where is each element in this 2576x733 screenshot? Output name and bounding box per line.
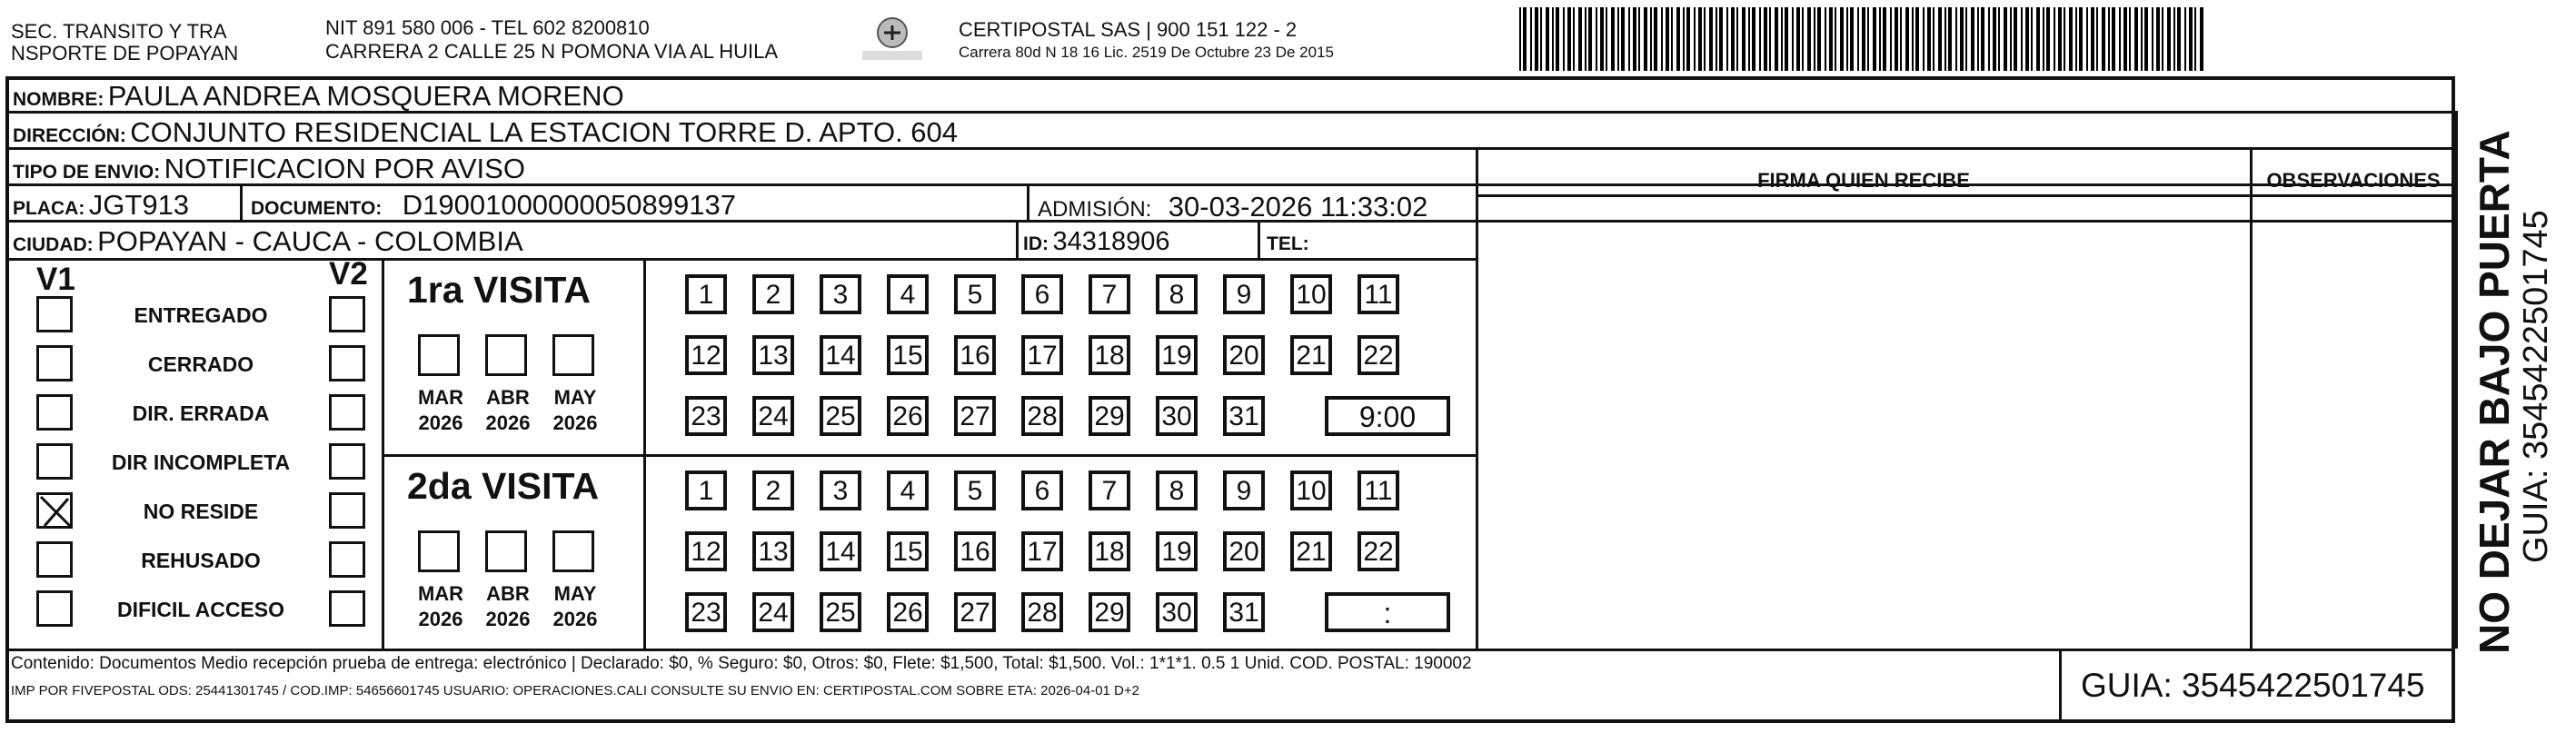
v1-checkbox[interactable] bbox=[36, 541, 73, 578]
day-box[interactable]: 3 bbox=[820, 471, 861, 510]
documento-label: DOCUMENTO: bbox=[251, 198, 383, 219]
time-box[interactable]: : bbox=[1325, 592, 1450, 632]
day-box[interactable]: 14 bbox=[820, 335, 861, 375]
day-box[interactable]: 12 bbox=[685, 531, 727, 571]
status-label: REHUSADO bbox=[141, 549, 261, 572]
time-box[interactable]: 9:00 bbox=[1325, 396, 1450, 436]
v1-checkbox[interactable] bbox=[36, 345, 73, 381]
day-box[interactable]: 18 bbox=[1089, 335, 1130, 375]
id-row bbox=[1023, 229, 1169, 255]
id-value: 34318906 bbox=[1052, 227, 1170, 256]
month-year: 2026 bbox=[485, 411, 531, 434]
day-box[interactable]: 2 bbox=[752, 471, 794, 510]
day-box[interactable]: 1 bbox=[685, 471, 727, 510]
ciudad-label: CIUDAD: bbox=[13, 234, 94, 255]
status-label: DIFICIL ACCESO bbox=[116, 598, 284, 621]
sender-name-line2: NSPORTE DE POPAYAN bbox=[11, 42, 239, 64]
documento-value: D19001000000050899137 bbox=[402, 189, 736, 221]
divider bbox=[2455, 111, 2458, 147]
month-checkbox[interactable] bbox=[552, 530, 594, 572]
day-box[interactable]: 23 bbox=[685, 592, 727, 632]
visit-title: 2da VISITA bbox=[407, 465, 600, 507]
day-box[interactable]: 11 bbox=[1358, 471, 1399, 510]
nombre-label: NOMBRE: bbox=[13, 89, 104, 110]
certipostal-logo-icon bbox=[859, 13, 926, 65]
divider bbox=[1477, 194, 2455, 197]
day-box[interactable]: 23 bbox=[685, 396, 727, 436]
status-label: ENTREGADO bbox=[134, 303, 268, 327]
day-box[interactable]: 31 bbox=[1223, 592, 1265, 632]
tipo-envio-row bbox=[13, 154, 525, 183]
visit-title: 1ra VISITA bbox=[407, 269, 592, 311]
divider bbox=[1258, 220, 1260, 258]
day-box[interactable]: 11 bbox=[1358, 274, 1399, 314]
observations-area[interactable] bbox=[2253, 223, 2453, 647]
ciudad-value: POPAYAN - CAUCA - COLOMBIA bbox=[97, 225, 523, 257]
day-box[interactable]: 21 bbox=[1290, 531, 1332, 571]
v1-checkbox[interactable] bbox=[36, 296, 73, 332]
placa-value: JGT913 bbox=[88, 189, 190, 221]
day-box[interactable]: 24 bbox=[752, 396, 794, 436]
direccion-value: CONJUNTO RESIDENCIAL LA ESTACION TORRE D. APTO. 604 bbox=[130, 116, 959, 148]
tel-label: TEL: bbox=[1267, 233, 1309, 254]
day-box[interactable]: 18 bbox=[1089, 531, 1130, 571]
v2-checkbox[interactable] bbox=[329, 296, 365, 332]
observaciones-label: OBSERVACIONES bbox=[2266, 169, 2441, 192]
nombre-value: PAULA ANDREA MOSQUERA MORENO bbox=[107, 80, 624, 112]
status-label: DIR INCOMPLETA bbox=[111, 451, 291, 474]
direccion-row bbox=[13, 118, 958, 146]
day-box[interactable]: 13 bbox=[752, 335, 794, 375]
v2-checkbox[interactable] bbox=[329, 443, 365, 480]
day-box[interactable]: 6 bbox=[1021, 471, 1063, 510]
day-box[interactable]: 25 bbox=[820, 396, 861, 436]
admision-value: 30-03-2026 11:33:02 bbox=[1168, 191, 1428, 223]
v2-label: V2 bbox=[329, 256, 368, 292]
day-box[interactable]: 14 bbox=[820, 531, 861, 571]
tipo-envio-label: TIPO DE ENVIO: bbox=[13, 162, 161, 183]
divider bbox=[5, 649, 2455, 651]
divider bbox=[1477, 220, 2455, 223]
documento-row bbox=[251, 191, 736, 219]
tel-row bbox=[1267, 234, 1309, 253]
footer-content: Contenido: Documentos Medio recepción prueba de entrega: electrónico | Declarado: $0, % Seguro: $0, Otros: $0, Flete: $1,500, Total: $1,500. Vol.: 1*1*1. 0.5 1 Unid. COD. POSTAL: 190002 bbox=[11, 654, 1472, 673]
day-box[interactable]: 1 bbox=[685, 274, 727, 314]
day-box[interactable]: 28 bbox=[1021, 396, 1063, 436]
day-box[interactable]: 29 bbox=[1089, 592, 1130, 632]
day-box[interactable]: 10 bbox=[1290, 471, 1332, 510]
month-year: 2026 bbox=[552, 411, 598, 434]
month-label: MAY bbox=[553, 582, 597, 605]
ciudad-row bbox=[13, 227, 523, 255]
day-box[interactable]: 30 bbox=[1156, 396, 1198, 436]
divider bbox=[2455, 147, 2458, 649]
day-box[interactable]: 30 bbox=[1156, 592, 1198, 632]
day-box[interactable]: 22 bbox=[1358, 335, 1399, 375]
day-box[interactable]: 10 bbox=[1290, 274, 1332, 314]
month-label: MAR bbox=[417, 386, 464, 409]
sender-nit: NIT 891 580 006 - TEL 602 8200810 bbox=[325, 16, 650, 39]
status-label: CERRADO bbox=[147, 352, 254, 376]
month-label: MAR bbox=[417, 582, 464, 605]
month-year: 2026 bbox=[418, 411, 463, 434]
month-checkbox[interactable] bbox=[552, 334, 594, 376]
month-year: 2026 bbox=[552, 608, 598, 630]
nombre-row bbox=[13, 82, 624, 110]
day-box[interactable]: 31 bbox=[1223, 396, 1265, 436]
day-box[interactable]: 16 bbox=[954, 531, 996, 571]
divider bbox=[2059, 649, 2062, 723]
v1-checkbox[interactable] bbox=[36, 590, 73, 627]
divider bbox=[382, 454, 1476, 457]
day-box[interactable]: 7 bbox=[1089, 471, 1130, 510]
day-box[interactable]: 9 bbox=[1223, 471, 1265, 510]
month-label: MAY bbox=[553, 386, 597, 409]
signature-area[interactable] bbox=[1479, 223, 2248, 647]
side-guia-text: GUIA: 3545422501745 bbox=[2517, 210, 2555, 563]
sender-name-line1: SEC. TRANSITO Y TRA bbox=[11, 20, 227, 43]
day-box[interactable]: 19 bbox=[1156, 335, 1198, 375]
day-box[interactable]: 13 bbox=[752, 531, 794, 571]
month-checkbox[interactable] bbox=[485, 334, 527, 376]
divider bbox=[1027, 183, 1029, 220]
footer-imp: IMP POR FIVEPOSTAL ODS: 25441301745 / COD.IMP: 54656601745 USUARIO: OPERACIONES.CALI CONSULTE SU ENVIO EN: CERTIPOSTAL.COM SOBRE ETA: 2026-04-01 D+2 bbox=[11, 683, 1139, 698]
divider bbox=[2250, 147, 2253, 649]
sender-address: CARRERA 2 CALLE 25 N POMONA VIA AL HUILA bbox=[325, 40, 779, 63]
day-box[interactable]: 6 bbox=[1021, 274, 1063, 314]
day-box[interactable]: 15 bbox=[887, 335, 929, 375]
month-checkbox[interactable] bbox=[485, 530, 527, 572]
day-box[interactable]: 28 bbox=[1021, 592, 1063, 632]
placa-label: PLACA: bbox=[13, 198, 85, 219]
v2-checkbox[interactable] bbox=[329, 492, 365, 529]
day-box[interactable]: 12 bbox=[685, 335, 727, 375]
day-box[interactable]: 4 bbox=[887, 274, 929, 314]
divider bbox=[1016, 220, 1019, 258]
admision-label: ADMISIÓN: bbox=[1038, 197, 1152, 222]
divider bbox=[643, 258, 646, 649]
day-box[interactable]: 5 bbox=[954, 471, 996, 510]
day-box[interactable]: 2 bbox=[752, 274, 794, 314]
v1-checkbox[interactable] bbox=[36, 443, 73, 480]
month-checkbox[interactable] bbox=[418, 334, 460, 376]
day-box[interactable]: 8 bbox=[1156, 274, 1198, 314]
day-box[interactable]: 19 bbox=[1156, 531, 1198, 571]
company-license: Carrera 80d N 18 16 Lic. 2519 De Octubre 23 De 2015 bbox=[959, 44, 1334, 61]
check-mark-icon bbox=[39, 495, 72, 528]
firma-label: FIRMA QUIEN RECIBE bbox=[1757, 169, 1970, 192]
day-box[interactable]: 20 bbox=[1223, 335, 1265, 375]
day-box[interactable]: 15 bbox=[887, 531, 929, 571]
day-box[interactable]: 17 bbox=[1021, 335, 1063, 375]
status-label: DIR. ERRADA bbox=[132, 401, 270, 425]
day-box[interactable]: 26 bbox=[887, 592, 929, 632]
month-label: ABR bbox=[486, 386, 530, 409]
day-box[interactable]: 17 bbox=[1021, 531, 1063, 571]
day-box[interactable]: 27 bbox=[954, 592, 996, 632]
day-box[interactable]: 21 bbox=[1290, 335, 1332, 375]
day-box[interactable]: 24 bbox=[752, 592, 794, 632]
month-checkbox[interactable] bbox=[418, 530, 460, 572]
admision-row bbox=[1038, 193, 1427, 221]
day-box[interactable]: 4 bbox=[887, 471, 929, 510]
tipo-envio-value: NOTIFICACION POR AVISO bbox=[164, 153, 525, 184]
month-year: 2026 bbox=[418, 608, 463, 630]
v1-label: V1 bbox=[36, 262, 75, 297]
barcode bbox=[1517, 7, 2210, 71]
day-box[interactable]: 29 bbox=[1089, 396, 1130, 436]
company-name: CERTIPOSTAL SAS | 900 151 122 - 2 bbox=[959, 18, 1298, 41]
day-box[interactable]: 3 bbox=[820, 274, 861, 314]
divider bbox=[240, 183, 243, 220]
v1-checkbox[interactable] bbox=[36, 394, 73, 431]
day-box[interactable]: 27 bbox=[954, 396, 996, 436]
divider bbox=[382, 258, 384, 649]
month-year: 2026 bbox=[485, 608, 531, 630]
divider bbox=[1476, 147, 1478, 649]
day-box[interactable]: 9 bbox=[1223, 274, 1265, 314]
day-box[interactable]: 7 bbox=[1089, 274, 1130, 314]
month-label: ABR bbox=[486, 582, 530, 605]
v2-checkbox[interactable] bbox=[329, 541, 365, 578]
day-box[interactable]: 8 bbox=[1156, 471, 1198, 510]
v1-checkbox[interactable] bbox=[36, 492, 73, 529]
footer-guia: GUIA: 3545422501745 bbox=[2081, 667, 2425, 704]
placa-row bbox=[13, 191, 189, 219]
status-label: NO RESIDE bbox=[143, 500, 259, 523]
id-label: ID: bbox=[1023, 233, 1049, 254]
v2-checkbox[interactable] bbox=[329, 394, 365, 431]
v2-checkbox[interactable] bbox=[329, 590, 365, 627]
day-box[interactable]: 20 bbox=[1223, 531, 1265, 571]
day-box[interactable]: 22 bbox=[1358, 531, 1399, 571]
no-dejar-bajo-puerta-text: NO DEJAR BAJO PUERTA bbox=[2471, 130, 2518, 654]
day-box[interactable]: 26 bbox=[887, 396, 929, 436]
day-box[interactable]: 5 bbox=[954, 274, 996, 314]
direccion-label: DIRECCIÓN: bbox=[13, 125, 126, 146]
v2-checkbox[interactable] bbox=[329, 345, 365, 381]
day-box[interactable]: 25 bbox=[820, 592, 861, 632]
divider bbox=[5, 258, 1477, 261]
day-box[interactable]: 16 bbox=[954, 335, 996, 375]
